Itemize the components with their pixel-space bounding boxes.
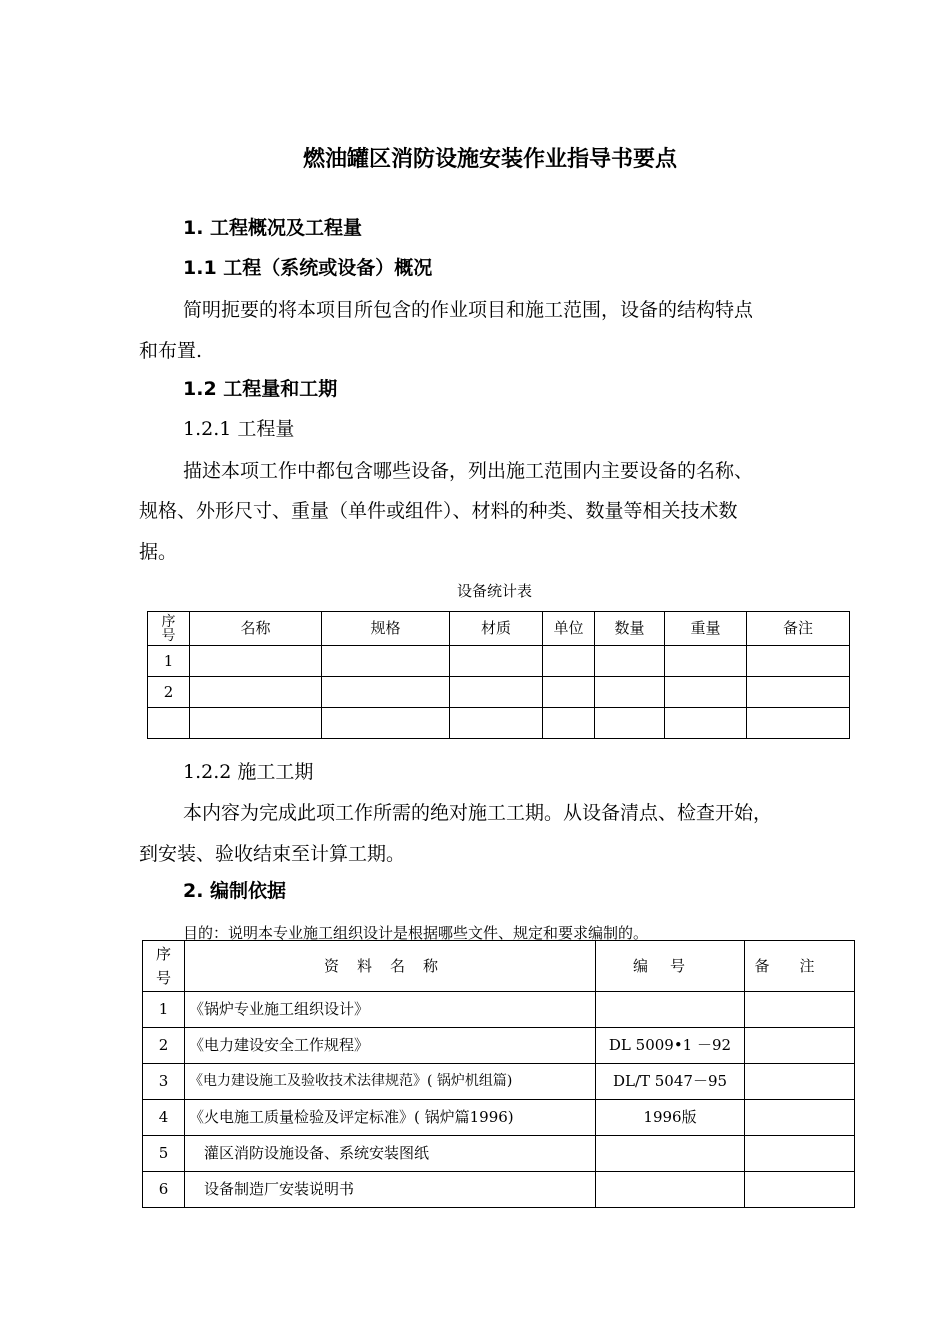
table-cell [745, 1100, 855, 1136]
table-cell [745, 1136, 855, 1172]
section-1-2-1-heading: 1.2.1 工程量 [183, 418, 295, 440]
table-cell: 2 [143, 1028, 185, 1064]
header-cell-unit: 单位 [543, 612, 595, 646]
table-cell [190, 646, 322, 677]
table-cell [665, 677, 747, 708]
paragraph-1-2-1-line3: 据。 [139, 541, 178, 563]
table-cell: 《锅炉专业施工组织设计》 [185, 992, 596, 1028]
table-cell: 1 [143, 992, 185, 1028]
table-cell: 3 [143, 1064, 185, 1100]
table-cell [665, 708, 747, 739]
table-cell: DL 5009•1 －92 [596, 1028, 745, 1064]
header-cell-code: 编号 [596, 941, 745, 992]
page-title: 燃油罐区消防设施安装作业指导书要点 [303, 147, 678, 172]
table-row [148, 646, 850, 677]
table-cell [745, 1172, 855, 1208]
table-cell [595, 646, 665, 677]
table-cell [745, 1028, 855, 1064]
table-caption: 设备统计表 [457, 582, 533, 600]
table-cell [543, 646, 595, 677]
table-cell [747, 708, 850, 739]
table-cell [596, 1136, 745, 1172]
section-1-2-heading: 1.2 工程量和工期 [183, 378, 338, 400]
header-cell-name: 名称 [190, 612, 322, 646]
table-header-row [143, 941, 855, 992]
table-row [148, 677, 850, 708]
header-cell-spec: 规格 [322, 612, 450, 646]
table-cell [322, 677, 450, 708]
paragraph-1-2-2-line2: 到安装、验收结束至计算工期。 [139, 843, 406, 865]
table-row [143, 1064, 855, 1100]
header-cell-remark: 备注 [745, 941, 855, 992]
table-cell [190, 708, 322, 739]
table-row [148, 708, 850, 739]
table-cell [322, 708, 450, 739]
table-cell: 《电力建设施工及验收技术法律规范》( 锅炉机组篇) [185, 1064, 596, 1100]
header-cell-remark: 备注 [747, 612, 850, 646]
paragraph-1-1-line2: 和布置. [139, 340, 203, 362]
table-cell: 1 [148, 646, 190, 677]
table-cell: 《火电施工质量检验及评定标准》( 锅炉篇1996) [185, 1100, 596, 1136]
table-cell: 灌区消防设施设备、系统安装图纸 [185, 1136, 596, 1172]
table-cell [747, 646, 850, 677]
paragraph-1-2-2-line1: 本内容为完成此项工作所需的绝对施工工期。从设备清点、检查开始， [183, 802, 773, 824]
table-cell [190, 677, 322, 708]
table-cell [322, 646, 450, 677]
table-cell [595, 708, 665, 739]
table-row [143, 1172, 855, 1208]
table-cell: 设备制造厂安装说明书 [185, 1172, 596, 1208]
table-cell [450, 646, 543, 677]
equipment-table [147, 611, 850, 739]
paragraph-1-2-1-line2: 规格、外形尺寸、重量（单件或组件）、材料的种类、数量等相关技术数 [139, 500, 738, 522]
table-cell: 2 [148, 677, 190, 708]
header-cell-weight: 重量 [665, 612, 747, 646]
table-row [143, 992, 855, 1028]
table-cell: 6 [143, 1172, 185, 1208]
table-cell [745, 992, 855, 1028]
table-cell: 4 [143, 1100, 185, 1136]
table-cell [543, 708, 595, 739]
section-1-heading: 1. 工程概况及工程量 [183, 217, 363, 239]
table-cell [543, 677, 595, 708]
table-cell [596, 992, 745, 1028]
table-row [143, 1136, 855, 1172]
section-2-heading: 2. 编制依据 [183, 880, 287, 902]
purpose-text: 目的：说明本专业施工组织设计是根据哪些文件、规定和要求编制的。 [183, 924, 649, 942]
section-1-2-2-heading: 1.2.2 施工工期 [183, 761, 314, 783]
table-cell: 《电力建设安全工作规程》 [185, 1028, 596, 1064]
table-cell [747, 677, 850, 708]
table-cell [450, 708, 543, 739]
table-cell [148, 708, 190, 739]
header-cell-doc-name: 资料名称 [185, 941, 596, 992]
table-cell [450, 677, 543, 708]
header-cell-material: 材质 [450, 612, 543, 646]
paragraph-1-2-1-line1: 描述本项工作中都包含哪些设备，列出施工范围内主要设备的名称、 [183, 460, 754, 482]
header-cell-quantity: 数量 [595, 612, 665, 646]
reference-table [142, 940, 855, 1208]
header-cell-seq: 序号 [143, 941, 185, 992]
table-row [143, 1028, 855, 1064]
table-cell [665, 646, 747, 677]
table-header-row [148, 612, 850, 646]
table-cell [745, 1064, 855, 1100]
table-cell [595, 677, 665, 708]
table-cell: DL/T 5047－95 [596, 1064, 745, 1100]
table-cell: 5 [143, 1136, 185, 1172]
section-1-1-heading: 1.1 工程（系统或设备）概况 [183, 257, 433, 279]
paragraph-1-1-line1: 简明扼要的将本项目所包含的作业项目和施工范围，设备的结构特点 [183, 299, 754, 321]
header-cell-seq: 序号 [148, 612, 190, 646]
table-row [143, 1100, 855, 1136]
table-cell: 1996版 [596, 1100, 745, 1136]
table-cell [596, 1172, 745, 1208]
